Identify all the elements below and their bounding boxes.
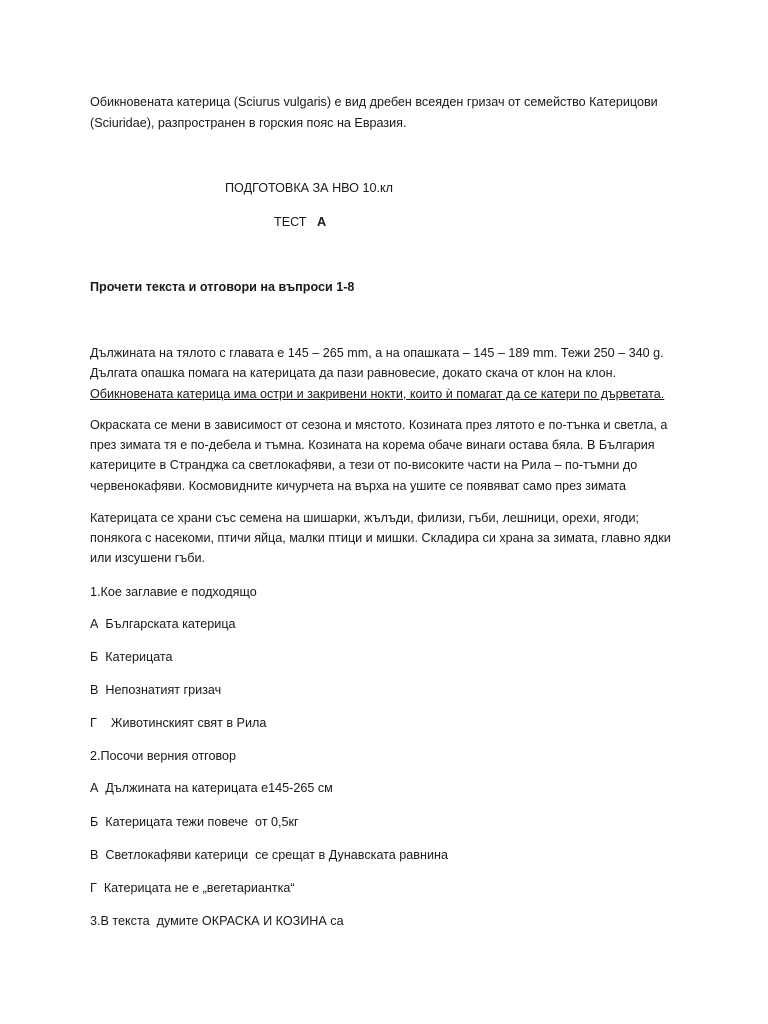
p2-line-1: Окраската се мени в зависимост от сезона и мястото. Козината през лятото е по-тънка и светла, а — [90, 418, 668, 432]
p1-line-3-underlined: Обикновената катерица има остри и закривени нокти, които ѝ помагат да се катери по дърветата. — [90, 387, 665, 401]
test-variant: А — [316, 215, 327, 229]
q1-option-a: А Българската катерица — [90, 617, 236, 631]
p3-line-2: понякога с насекоми, птичи яйца, малки птици и мишки. Складира си храна за зимата, главно ядки — [90, 531, 671, 545]
p2-line-2: през зимата тя е по-дебела и тъмна. Козината на корема обаче винаги остава бяла. В България — [90, 438, 655, 452]
p3-line-1: Катерицата се храни със семена на шишарки, жълъди, филизи, гъби, лешници, орехи, ягоди; — [90, 511, 640, 525]
q1-option-c: В Непознатият гризач — [90, 683, 222, 697]
q2-option-c: В Светлокафяви катерици се срещат в Дунавската равнина — [90, 848, 448, 862]
q1-option-d: Г Животинският свят в Рила — [90, 716, 267, 730]
q2-option-d: Г Катерицата не е „вегетариантка“ — [90, 881, 295, 895]
p2-line-3: катериците в Странджа са светлокафяви, а тези от по-високите части на Рила – по-тъмни до — [90, 458, 638, 472]
question-1: 1.Кое заглавие е подходящо — [90, 585, 257, 599]
p2-line-4: червенокафяви. Космовидните кичурчета на върха на ушите се появяват само през зимата — [90, 479, 627, 493]
p1-line-2: Дългата опашка помага на катерицата да пази равновесие, докато скача от клон на клон. — [90, 366, 617, 380]
intro-line-2: (Sciuridae), разпространен в горския пояс на Евразия. — [90, 116, 407, 130]
p3-line-3: или изсушени гъби. — [90, 551, 205, 565]
q2-option-a: А Дължината на катерицата е145-265 см — [90, 781, 333, 795]
instruction: Прочети текста и отговори на въпроси 1-8 — [90, 280, 355, 294]
intro-line-1: Обикновената катерица (Sciurus vulgaris) е вид дребен всеяден гризач от семейство Катерицови — [90, 95, 658, 109]
question-2: 2.Посочи верния отговор — [90, 749, 237, 763]
test-label: ТЕСТ — [274, 215, 307, 229]
test-heading — [274, 212, 326, 232]
question-3: 3.В текста думите ОКРАСКА И КОЗИНА са — [90, 914, 344, 928]
q2-option-b: Б Катерицата тежи повече от 0,5кг — [90, 815, 299, 829]
q1-option-b: Б Катерицата — [90, 650, 173, 664]
prep-heading: ПОДГОТОВКА ЗА НВО 10.кл — [225, 181, 393, 195]
p1-line-1: Дължината на тялото с главата е 145 – 265 mm, а на опашката – 145 – 189 mm. Тежи 250 – 340 g. — [90, 346, 664, 360]
